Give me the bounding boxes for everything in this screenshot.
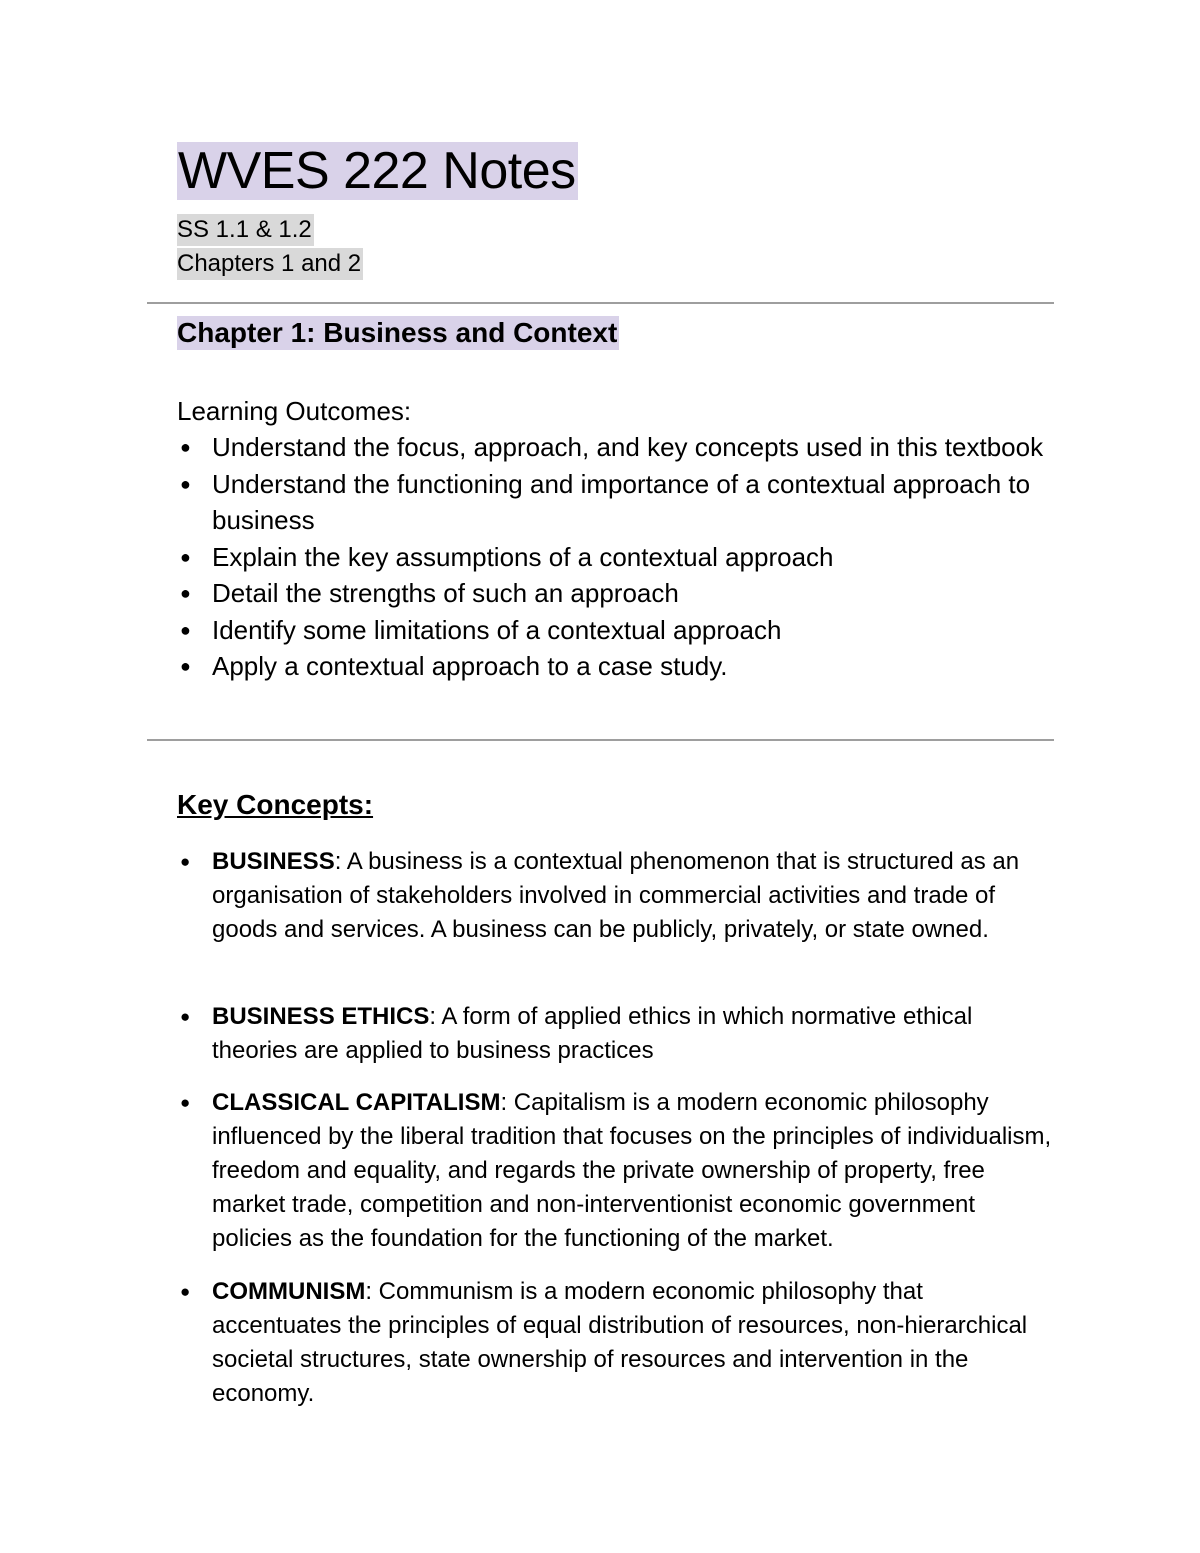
- bullet-icon: ●: [180, 546, 191, 567]
- document-title: WVES 222 Notes: [178, 142, 576, 200]
- key-concept-term: CLASSICAL CAPITALISM: [212, 1089, 501, 1116]
- list-item: [177, 648, 1057, 685]
- key-concept-definition: : Communism is a modern economic philosophy that accentuates the principles of equal distribution of resources, non-hierarchical societal structures, state ownership of resources and intervention in the economy.: [212, 1278, 1028, 1407]
- horizontal-divider: [147, 302, 1054, 304]
- key-concept-item: [177, 1000, 1057, 1068]
- bullet-icon: ●: [180, 583, 191, 603]
- learning-outcome-text: Explain the key assumptions of a contextual approach: [212, 541, 834, 572]
- key-concept-item: [177, 845, 1057, 947]
- list-item: [177, 612, 1057, 649]
- list-item: [177, 429, 1057, 466]
- learning-outcomes-label: Learning Outcomes:: [177, 396, 412, 426]
- learning-outcome-text: Apply a contextual approach to a case study.: [212, 651, 728, 681]
- horizontal-divider: [147, 739, 1054, 741]
- list-item: [177, 575, 1057, 612]
- key-concept-definition: : Capitalism is a modern economic philosophy influenced by the liberal tradition that focuses on the principles of individualism, freedom and equality, and regards the private ownership of property, free market trade, competition and non-interventionist economic government policies as the foundation for the functioning of the market.: [212, 1089, 1052, 1252]
- bullet-icon: ●: [180, 656, 191, 676]
- list-item: [177, 539, 1057, 576]
- learning-outcome-text: Detail the strengths of such an approach: [212, 578, 679, 608]
- bullet-icon: ●: [180, 473, 191, 494]
- key-concept-item: [177, 1275, 1057, 1411]
- bullet-icon: ●: [180, 1007, 191, 1026]
- learning-outcome-text: Understand the functioning and importance of a contextual approach to business: [212, 468, 1031, 535]
- key-concept-term: COMMUNISM: [212, 1278, 366, 1305]
- key-concepts-heading: Key Concepts:: [177, 789, 374, 820]
- chapter-heading: Chapter 1: Business and Context: [177, 317, 618, 348]
- learning-outcome-text: Identify some limitations of a contextual approach: [212, 614, 782, 645]
- key-concept-term: BUSINESS: [212, 848, 335, 875]
- subtitle-sections: SS 1.1 & 1.2: [177, 214, 314, 246]
- learning-outcomes-list: [177, 429, 1057, 685]
- key-concept-definition: : A business is a contextual phenomenon that is structured as an organisation of stakeholders involved in commercial activities and trade of goods and services. A business can be publicly, privately, or state owned.: [212, 848, 1020, 943]
- key-concept-definition: : A form of applied ethics in which normative ethical theories are applied to business practices: [212, 1003, 973, 1064]
- bullet-icon: ●: [180, 619, 191, 640]
- bullet-icon: ●: [180, 852, 191, 871]
- list-item: [177, 466, 1057, 539]
- key-concept-term: BUSINESS ETHICS: [212, 1003, 430, 1030]
- key-concept-item: [177, 1086, 1057, 1256]
- bullet-icon: ●: [180, 1282, 191, 1301]
- bullet-icon: ●: [180, 1093, 191, 1112]
- subtitle-chapters: Chapters 1 and 2: [177, 248, 363, 280]
- learning-outcome-text: Understand the focus, approach, and key concepts used in this textbook: [212, 432, 1044, 462]
- bullet-icon: ●: [180, 437, 191, 457]
